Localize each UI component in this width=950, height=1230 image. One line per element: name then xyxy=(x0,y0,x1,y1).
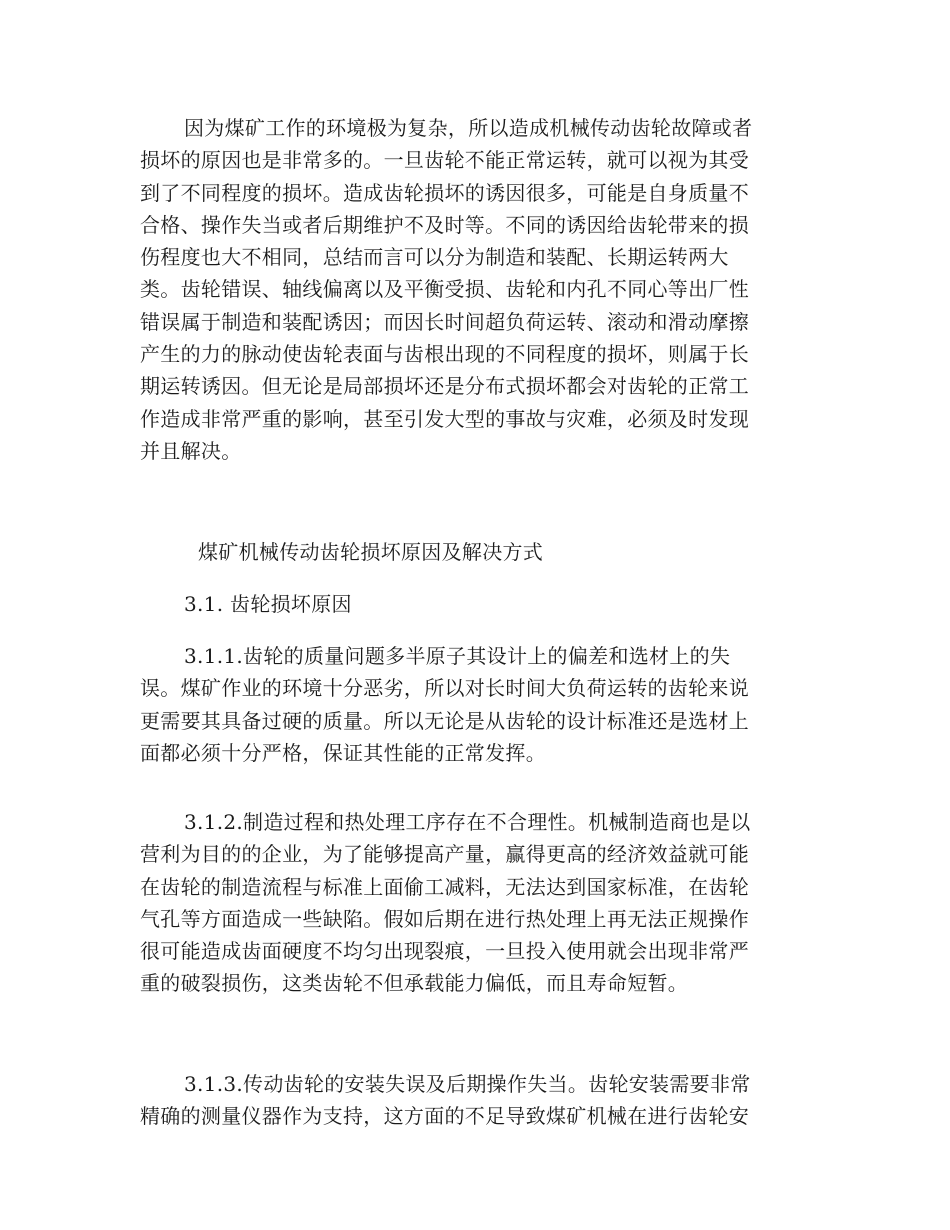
paragraph-3-1-2 xyxy=(140,806,810,1000)
text-line: 营利为目的的企业，为了能够提高产量，赢得更高的经济效益就可能 xyxy=(140,842,749,867)
section-heading-text: 煤矿机械传动齿轮损坏原因及解决方式 xyxy=(198,540,544,564)
text-line: 产生的力的脉动使齿轮表面与齿根出现的不同程度的损坏，则属于长 xyxy=(140,342,749,367)
text-line: 期运转诱因。但无论是局部损坏还是分布式损坏都会对齿轮的正常工 xyxy=(140,374,749,399)
text-line: 到了不同程度的损坏。造成齿轮损坏的诱因很多，可能是自身质量不 xyxy=(140,180,749,205)
text-line: 更需要其具备过硬的质量。所以无论是从齿轮的设计标准还是选材上 xyxy=(140,708,749,733)
paragraph-3-1-1 xyxy=(140,640,810,769)
paragraph-gear-damage-causes-intro xyxy=(140,112,810,467)
text-line: 3.1.3.传动齿轮的安装失误及后期操作失当。齿轮安装需要非常 xyxy=(184,1072,751,1096)
text-line: 合格、操作失当或者后期维护不及时等。不同的诱因给齿轮带来的损 xyxy=(140,212,749,237)
text-line: 气孔等方面造成一些缺陷。假如后期在进行热处理上再无法正规操作 xyxy=(140,906,749,931)
paragraph-3-1-3 xyxy=(140,1068,810,1133)
text-line: 作造成非常严重的影响，甚至引发大型的事故与灾难，必须及时发现 xyxy=(140,406,749,431)
text-line: 很可能造成齿面硬度不均匀出现裂痕，一旦投入使用就会出现非常严 xyxy=(140,939,749,964)
text-line: 误。煤矿作业的环境十分恶劣，所以对长时间大负荷运转的齿轮来说 xyxy=(140,676,749,701)
text-line: 因为煤矿工作的环境极为复杂，所以造成机械传动齿轮故障或者 xyxy=(184,116,753,140)
text-line: 重的破裂损伤，这类齿轮不但承载能力偏低，而且寿命短暂。 xyxy=(140,971,689,996)
text-line: 伤程度也大不相同，总结而言可以分为制造和装配、长期运转两大 xyxy=(140,245,729,270)
text-line: 3.1.1.齿轮的质量问题多半原子其设计上的偏差和选材上的失 xyxy=(184,644,731,668)
text-line: 损坏的原因也是非常多的。一旦齿轮不能正常运转，就可以视为其受 xyxy=(140,148,749,173)
text-line: 并且解决。 xyxy=(140,438,242,463)
text-line: 面都必须十分严格，保证其性能的正常发挥。 xyxy=(140,740,546,765)
text-line: 精确的测量仪器作为支持，这方面的不足导致煤矿机械在进行齿轮安 xyxy=(140,1104,749,1129)
section-heading-3-1 xyxy=(140,588,810,620)
section-heading-text: 3.1. 齿轮损坏原因 xyxy=(184,592,352,616)
text-line: 3.1.2.制造过程和热处理工序存在不合理性。机械制造商也是以 xyxy=(184,810,751,834)
text-line: 错误属于制造和装配诱因；而因长时间超负荷运转、滚动和滑动摩擦 xyxy=(140,309,749,334)
text-line: 在齿轮的制造流程与标准上面偷工减料，无法达到国家标准，在齿轮 xyxy=(140,874,749,899)
text-line: 类。齿轮错误、轴线偏离以及平衡受损、齿轮和内孔不同心等出厂性 xyxy=(140,277,749,302)
section-heading-main xyxy=(140,536,810,568)
